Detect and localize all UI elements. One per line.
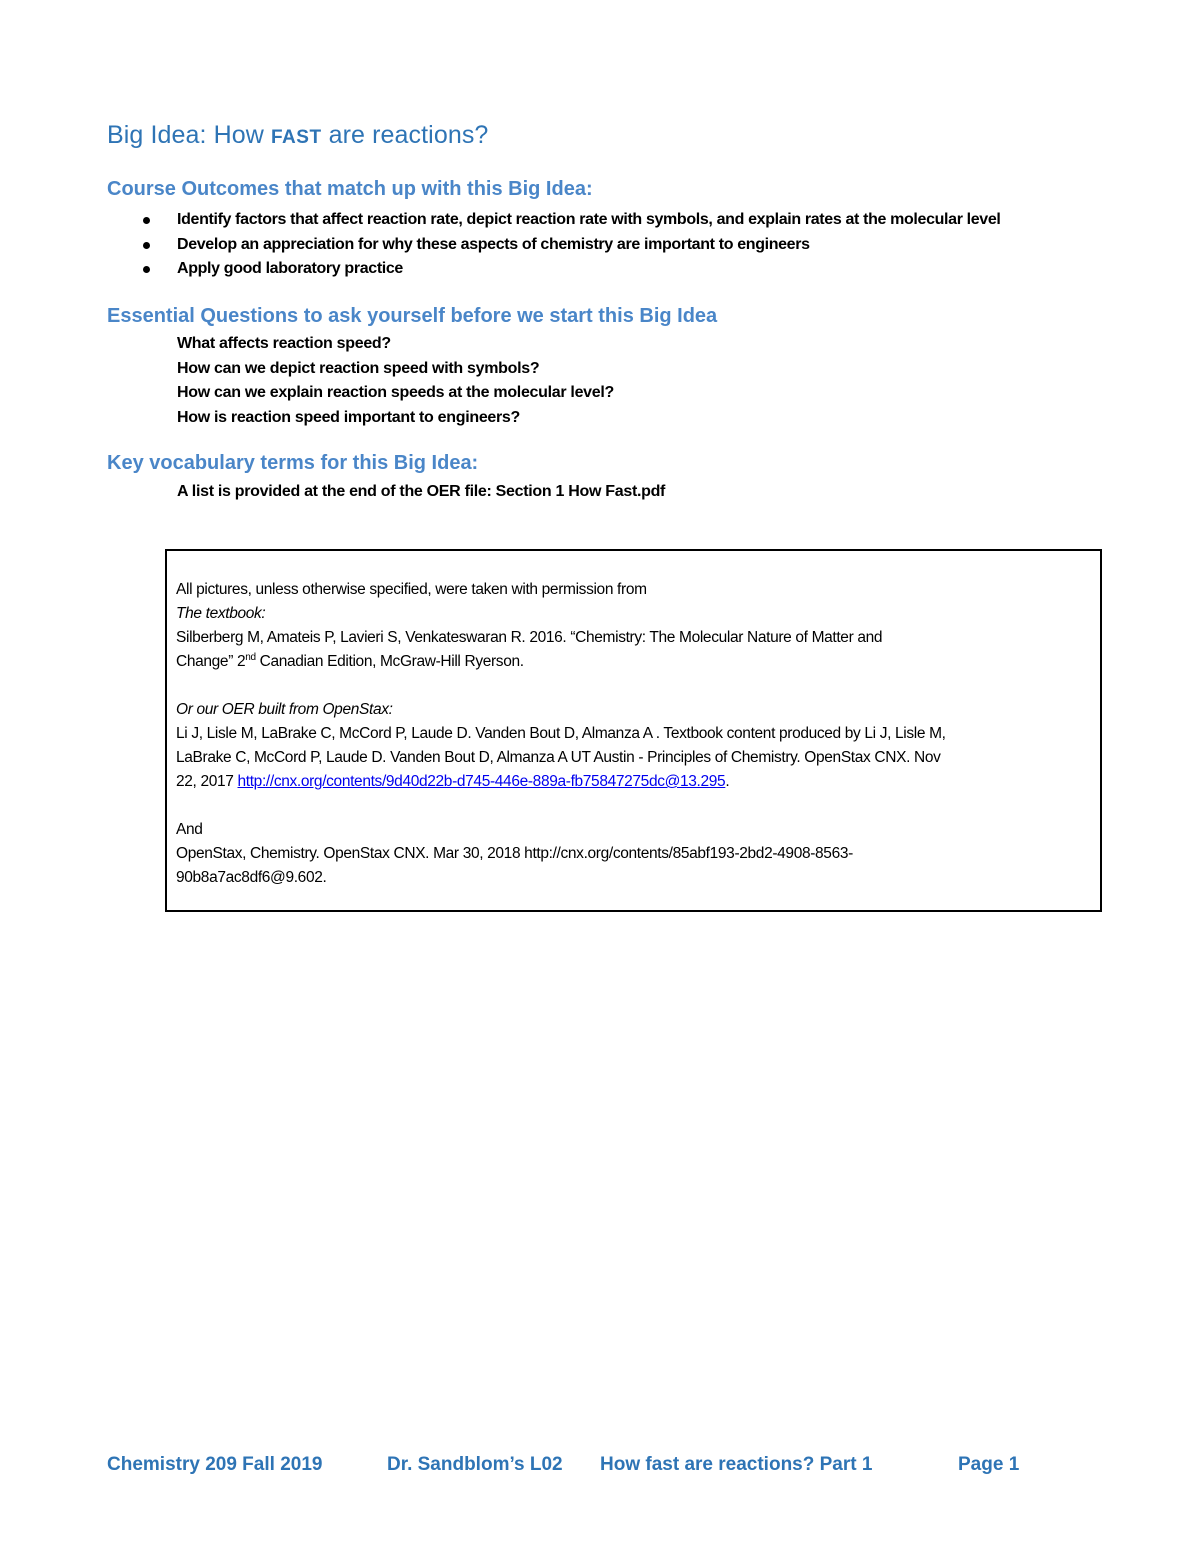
questions-heading: Essential Questions to ask yourself before we start this Big Idea [107, 305, 718, 327]
oer-link[interactable]: http://cnx.org/contents/9d40d22b-d745-446e-889a-fb75847275dc@13.295 [237, 773, 726, 790]
bullet-icon [143, 242, 150, 249]
ordinal-suffix: nd [245, 651, 256, 663]
textbook-label: The textbook: [176, 605, 266, 622]
oer-citation-text: 22, 2017 [176, 773, 238, 790]
and-label: And [176, 821, 203, 838]
question-item: How can we depict reaction speed with symbols? [177, 359, 540, 377]
textbook-citation-text: Change” 2 [176, 653, 246, 670]
footer-topic: How fast are reactions? Part 1 [600, 1454, 873, 1475]
oer-citation-text: . [725, 773, 730, 790]
page-title [107, 121, 488, 150]
credits-intro: All pictures, unless otherwise specified, were taken with permission from [176, 581, 647, 598]
list-item [143, 233, 1143, 258]
oer-citation-line-1: Li J, Lisle M, LaBrake C, McCord P, Laude D. Vanden Bout D, Almanza A . Textbook content produced by Li J, Lisle M, [176, 725, 946, 742]
openstax-citation-line-1: OpenStax, Chemistry. OpenStax CNX. Mar 30, 2018 http://cnx.org/contents/85abf193-2bd2-4908-8563- [176, 845, 853, 862]
outcomes-list [143, 208, 1143, 282]
question-item: How can we explain reaction speeds at the molecular level? [177, 384, 614, 401]
footer-instructor: Dr. Sandblom’s L02 [387, 1454, 563, 1475]
vocabulary-text: A list is provided at the end of the OER file: Section 1 How Fast.pdf [177, 483, 666, 500]
outcomes-heading: Course Outcomes that match up with this Big Idea: [107, 178, 593, 200]
outcome-text: Develop an appreciation for why these aspects of chemistry are important to engineers [177, 235, 810, 253]
title-suffix: are reactions? [321, 121, 489, 149]
bullet-icon [143, 217, 150, 224]
vocabulary-heading: Key vocabulary terms for this Big Idea: [107, 452, 479, 474]
textbook-citation-text: Canadian Edition, McGraw-Hill Ryerson. [255, 653, 524, 670]
title-prefix: Big Idea: How [107, 121, 271, 149]
footer-page-number: Page 1 [958, 1454, 1020, 1475]
footer-course: Chemistry 209 Fall 2019 [107, 1454, 323, 1475]
question-item: What affects reaction speed? [177, 335, 391, 352]
title-emphasis: FAST [271, 127, 322, 148]
oer-citation-line-3 [176, 770, 1096, 794]
textbook-citation-line-1: Silberberg M, Amateis P, Lavieri S, Venkateswaran R. 2016. “Chemistry: The Molecular Nature of Matter and [176, 629, 883, 646]
outcome-text: Identify factors that affect reaction rate, depict reaction rate with symbols, and explain rates at the molecular level [177, 211, 1001, 228]
questions-list [177, 332, 614, 430]
openstax-citation-line-2: 90b8a7ac8df6@9.602. [176, 869, 327, 886]
list-item [143, 257, 1143, 282]
question-item: How is reaction speed important to engineers? [177, 408, 521, 426]
bullet-icon [143, 266, 150, 273]
textbook-citation-line-2 [176, 650, 1096, 674]
oer-label: Or our OER built from OpenStax: [176, 701, 393, 718]
oer-citation-line-2: LaBrake C, McCord P, Laude D. Vanden Bout D, Almanza A UT Austin - Principles of Chemistry. OpenStax CNX. Nov [176, 749, 941, 766]
list-item [143, 208, 1143, 233]
credits-box [165, 549, 1102, 912]
outcome-text: Apply good laboratory practice [177, 260, 403, 277]
